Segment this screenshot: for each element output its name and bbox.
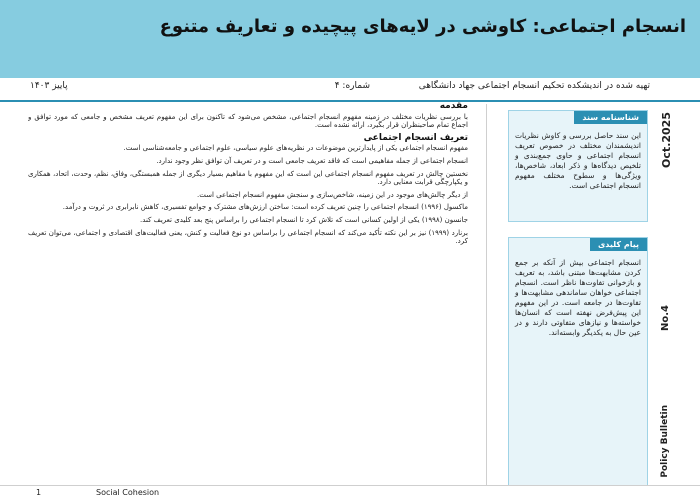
page-number: 1	[36, 488, 42, 497]
issue-number: شماره: ۴	[334, 81, 370, 91]
paragraph-5: ماکسول (۱۹۹۶) انسجام اجتماعی را چنین تعریف کرده است: ساختن ارزش‌های مشترک و جوامع تفسیری، کاهش نابرابری در ثروت و درآمد.	[62, 203, 468, 212]
paragraph-4: از دیگر چالش‌های موجود در این زمینه، شاخص‌سازی و سنجش مفهوم انسجام اجتماعی است.	[196, 190, 468, 199]
key-message-title: پیام کلیدی	[590, 238, 647, 251]
issue-bar	[0, 78, 700, 102]
page-title: انسجام اجتماعی: کاوشی در لایه‌های پیچیده و تعاریف متنوع	[159, 16, 686, 37]
vertical-date: Oct.2025	[660, 112, 673, 168]
main-article	[28, 102, 468, 486]
issue-season: پاییز ۱۴۰۳	[30, 81, 68, 91]
header-banner	[0, 0, 700, 78]
intro-heading: مقدمه	[439, 102, 468, 111]
sidebar	[508, 102, 648, 492]
document-id-title: شناسنامه سند	[574, 111, 647, 124]
column-divider	[486, 104, 487, 488]
document-id-text: این سند حاصل بررسی و کاوش نظریات اندیشمندان مختلف در خصوص تعریف انسجام اجتماعی و حاوی جمع‌بندی و تلخیص دیدگاه‌ها و ذکر ابعاد، شاخص‌ها، ویژگی‌ها و سطوح مختلف مفهوم انسجام اجتماعی است.	[515, 131, 641, 190]
definition-paragraph: مفهوم انسجام اجتماعی یکی از پایدارترین موضوعات در نظریه‌های علوم سیاسی، علوم اجتماعی و جامعه‌شناسی است.	[123, 144, 468, 153]
key-message-text: انسجام اجتماعی بیش از آنکه بر جمع کردن مشابهت‌ها مبتنی باشد، به تعریف و بازخوانی تفاوت‌ها ناظر است. انسجام اجتماعی خواهان ساماندهی مشابهت‌ها و تفاوت‌ها در جامعه است. در این مفهوم این پیش‌فرض نهفته است که انسان‌ها خواسته‌ها و نیازهای متفاوتی دارند و در عین حال به یکدیگر وابسته‌اند.	[515, 258, 641, 337]
vertical-series: Policy Bulletin	[660, 405, 670, 478]
footer	[0, 485, 700, 500]
paragraph-7: برنارد (۱۹۹۹) نیز بر این نکته تأکید می‌کند که انسجام اجتماعی را براساس دو نوع فعالیت و کنش، یعنی فعالیت‌های اقتصادی و اجتماعی، می‌توان تعریف کرد.	[28, 228, 468, 246]
definition-heading: تعریف انسجام اجتماعی	[363, 132, 468, 143]
document-id-box	[508, 110, 648, 222]
paragraph-6: جانسون (۱۹۹۸) یکی از اولین کسانی است که تلاش کرد تا انسجام اجتماعی را براساس پنج بعد کلیدی تعریف کند.	[140, 215, 468, 224]
paragraph-3: نخستین چالش در تعریف مفهوم انسجام اجتماعی این است که این مفهوم با مفاهیم بسیار دیگری از جمله همبستگی، وفاق، نظم، وحدت، اتحاد، همکاری و یکپارچگی قرابت معنایی دارد.	[28, 169, 468, 187]
issuer-text: تهیه شده در اندیشکده تحکیم انسجام اجتماعی جهاد دانشگاهی	[418, 81, 650, 91]
footer-title: Social Cohesion	[96, 488, 160, 497]
vertical-number: No.4	[660, 305, 671, 331]
key-message-box	[508, 237, 648, 489]
paragraph-2: انسجام اجتماعی از جمله مفاهیمی است که فاقد تعریف جامعی است و در تعریف آن توافق نظر وجود ندارد.	[156, 156, 468, 165]
intro-paragraph: با بررسی نظریات مختلف در زمینه مفهوم انسجام اجتماعی، مشخص می‌شود که تاکنون برای این مفهوم تعریف مشخص و جامعی که مورد توافق و اجماع تمام صاحبنظران قرار بگیرد، ارائه نشده است.	[28, 112, 468, 130]
